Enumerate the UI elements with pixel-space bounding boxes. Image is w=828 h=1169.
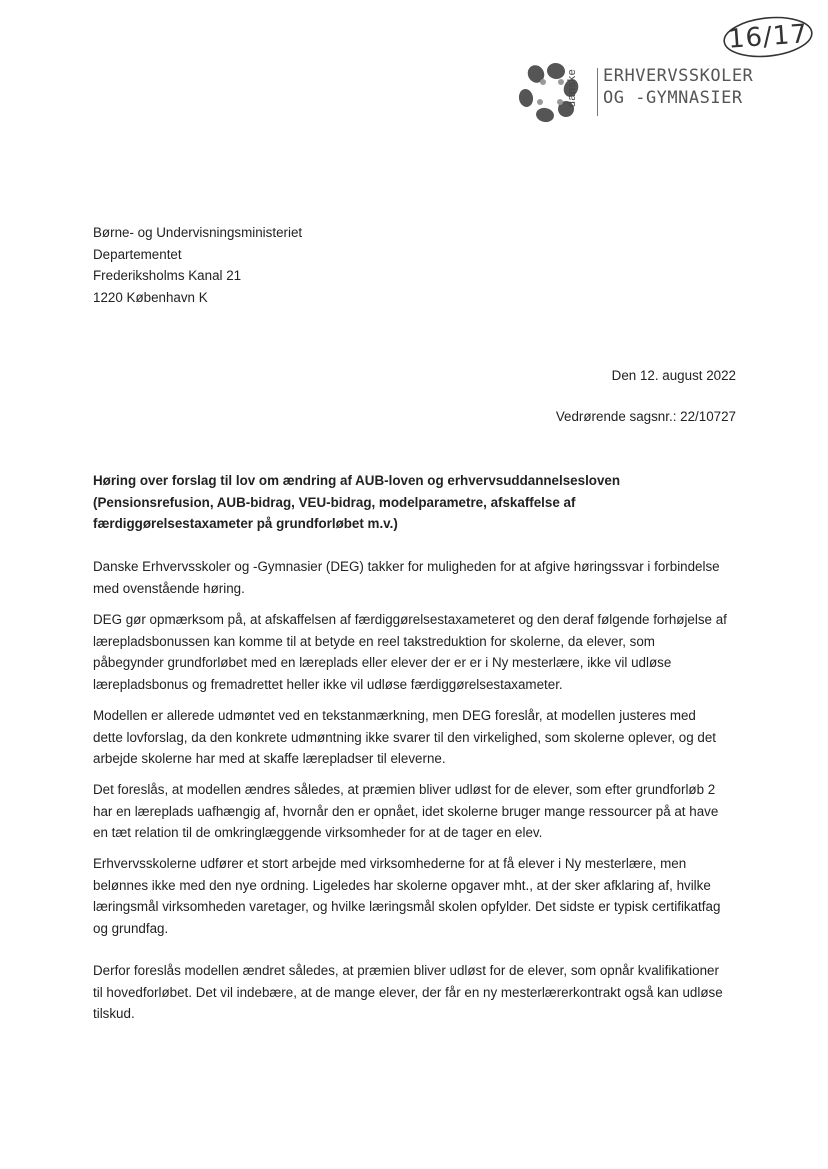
logo-divider xyxy=(597,68,598,116)
page-stamp xyxy=(720,14,816,60)
recipient-address xyxy=(93,222,302,308)
subject-line: Høring over forslag til lov om ændring af AUB-loven og erhvervsuddannelsesloven xyxy=(93,473,621,488)
subject-line: (Pensionsrefusion, AUB-bidrag, VEU-bidrag, modelparametre, afskaffelse af xyxy=(93,494,576,510)
paragraph-3 xyxy=(93,705,743,770)
paragraph-line: Det foreslås, at modellen ændres således, at præmien bliver udløst for de elever, som efter grundforløb 2 xyxy=(93,782,716,797)
paragraph-line: Modellen er allerede udmøntet ved en tekstanmærkning, men DEG foreslår, at modellen justeres med xyxy=(93,708,696,723)
address-line: Departementet xyxy=(93,246,182,262)
address-line: 1220 København K xyxy=(93,289,208,305)
paragraph-line: lærepladsbonussen kan komme til at betyde en reel takstreduktion for skolerne, da elever, som xyxy=(93,633,655,649)
paragraph-line: med ovenstående høring. xyxy=(93,580,245,596)
paragraph-line: belønnes ikke med den nye ordning. Ligeledes har skolerne opgaver mht., at der sker afklaring af, hvilke xyxy=(93,877,711,893)
subject-heading xyxy=(93,470,743,535)
paragraph-1 xyxy=(93,556,743,599)
paragraph-line: arbejde skolerne har med at skaffe lærepladser til eleverne. xyxy=(93,751,446,766)
paragraph-line: Derfor foreslås modellen ændret således, at præmien bliver udløst for de elever, som opnår kvalifikationer xyxy=(93,963,719,978)
letter-date: Den 12. august 2022 xyxy=(611,368,736,383)
paragraph-line: lærepladsbonus og fremadrettet heller ikke vil udløse færdiggørelsestaxameter. xyxy=(93,676,563,692)
paragraph-line: en tæt relation til de omkringlæggende virksomheder for at de tager en elev. xyxy=(93,825,543,840)
stamp-text: 16/17 xyxy=(727,19,809,55)
paragraph-line: DEG gør opmærksom på, at afskaffelsen af færdiggørelsestaxameteret og den deraf følgende forhøjelse af xyxy=(93,612,727,627)
paragraph-line: har en læreplads uafhængig af, hvornår den er opnået, idet skolerne bruger mange ressourcer på at have xyxy=(93,803,719,819)
logo-line-1: ERHVERVSSKOLER xyxy=(603,66,754,86)
case-number: Vedrørende sagsnr.: 22/10727 xyxy=(555,409,736,424)
paragraph-2 xyxy=(93,609,743,695)
paragraph-line: Erhvervsskolerne udfører et stort arbejde med virksomhederne for at få elever i Ny mesterlære, men xyxy=(93,856,687,871)
address-line: Børne- og Undervisningsministeriet xyxy=(93,225,303,240)
subject-line: færdiggørelsestaxameter på grundforløbet m.v.) xyxy=(93,516,398,531)
paragraph-6 xyxy=(93,960,743,1025)
paragraph-line: og grundfag. xyxy=(93,920,169,936)
paragraph-4 xyxy=(93,779,743,844)
paragraph-line: læringsmål virksomheden varetager, og hvilke læringsmål skolen opfylder. Det sidste er typisk certifikatfag xyxy=(93,899,721,914)
address-line: Frederiksholms Kanal 21 xyxy=(93,268,242,283)
paragraph-line: tilskud. xyxy=(93,1006,135,1021)
paragraph-5 xyxy=(93,853,743,939)
paragraph-line: Danske Erhvervsskoler og -Gymnasier (DEG) takker for muligheden for at afgive høringssvar i forbindelse xyxy=(93,559,720,574)
logo-danske: danske xyxy=(566,68,578,108)
paragraph-line: dette lovforslag, da den konkrete udmøntning ikke svarer til den virkelighed, som skolerne oplever, og det xyxy=(93,729,717,745)
paragraph-line: til hovedforløbet. Det vil indebære, at de mange elever, der får en ny mesterlærerkontrakt også kan udløse xyxy=(93,984,723,1000)
paragraph-line: påbegynder grundforløbet med en læreplads eller elever der er er i Ny mesterlære, ikke vil udløse xyxy=(93,655,672,670)
logo-line-2: OG -GYMNASIER xyxy=(603,88,743,108)
